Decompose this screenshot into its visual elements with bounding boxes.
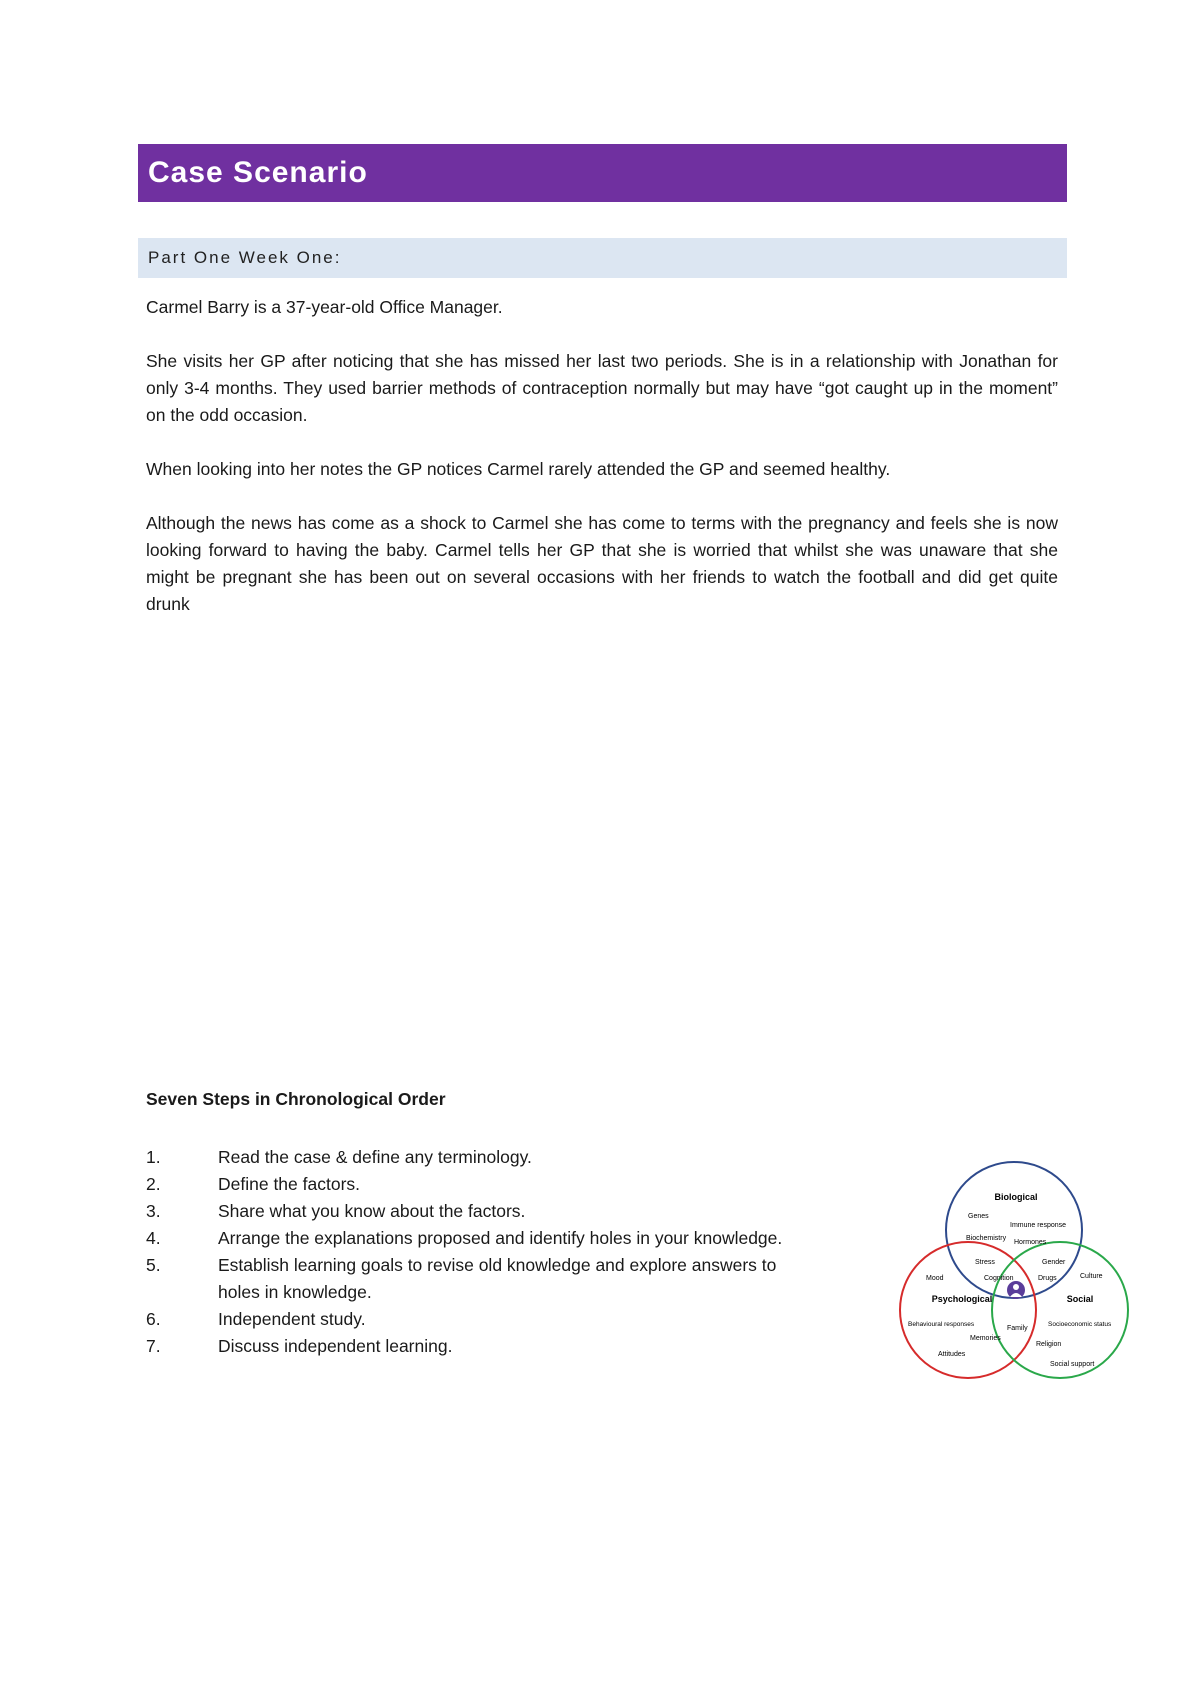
step-number: 1.	[146, 1147, 161, 1167]
step-text: Arrange the explanations proposed and identify holes in your knowledge.	[218, 1228, 783, 1248]
step-number: 4.	[146, 1228, 161, 1248]
psychological-label: Psychological	[931, 1294, 993, 1304]
person-icon	[1007, 1281, 1025, 1299]
person-icon-head	[1013, 1284, 1019, 1290]
case-scenario-title: Case Scenario	[138, 144, 1067, 202]
step-number: 2.	[146, 1174, 161, 1194]
paragraph-intro: Carmel Barry is a 37-year-old Office Manager.	[146, 297, 503, 317]
step-number: 7.	[146, 1336, 161, 1356]
psychological-circle	[900, 1242, 1036, 1378]
biological-circle	[946, 1162, 1082, 1298]
list-item	[146, 1333, 806, 1360]
behavioural-responses-label: Behavioural responses	[908, 1321, 975, 1328]
step-number: 6.	[146, 1309, 161, 1329]
biochemistry-label: Biochemistry	[966, 1235, 1007, 1242]
hormones-label: Hormones	[1014, 1239, 1047, 1246]
gender-label: Gender	[1042, 1259, 1066, 1266]
biological-label: Biological	[994, 1192, 1038, 1202]
step-text: Define the factors.	[218, 1174, 361, 1194]
social-label: Social	[1066, 1294, 1094, 1304]
religion-label: Religion	[1036, 1341, 1062, 1348]
socioeconomic-status-label: Socioeconomic status	[1048, 1321, 1112, 1328]
social-support-label: Social support	[1050, 1361, 1095, 1368]
part-one-week-one-heading: Part One Week One:	[138, 238, 1067, 278]
list-item	[146, 1171, 806, 1198]
steps-heading: Seven Steps in Chronological Order	[146, 1089, 446, 1109]
list-item	[146, 1306, 806, 1333]
list-item	[146, 1144, 806, 1171]
drugs-label: Drugs	[1038, 1275, 1057, 1282]
biopsychosocial-venn-diagram	[890, 1160, 1140, 1400]
culture-label: Culture	[1080, 1273, 1103, 1280]
paragraph-news: Although the news has come as a shock to Carmel she has come to terms with the pregnancy and feels she is now looking forward to having the baby. Carmel tells her GP that she is worried that whilst she was unaware that she might be pregnant she has been out on several occasions with her friends to watch the football and did get quite drunk	[146, 513, 1058, 614]
list-item	[146, 1252, 806, 1306]
family-label: Family	[1007, 1325, 1028, 1332]
step-text: Share what you know about the factors.	[218, 1201, 526, 1221]
step-number: 3.	[146, 1201, 161, 1221]
list-item	[146, 1198, 806, 1225]
paragraph-gp-visit: She visits her GP after noticing that she has missed her last two periods. She is in a relationship with Jonathan for only 3-4 months. They used barrier methods of contraception normally but may have “got caught up in the moment” on the odd occasion.	[146, 351, 1058, 425]
genes-label: Genes	[968, 1213, 989, 1220]
stress-label: Stress	[975, 1259, 995, 1266]
step-text: Independent study.	[218, 1309, 366, 1329]
paragraph-notes: When looking into her notes the GP notices Carmel rarely attended the GP and seemed healthy.	[146, 459, 891, 479]
step-text: Discuss independent learning.	[218, 1336, 453, 1356]
attitudes-label: Attitudes	[938, 1351, 966, 1358]
memories-label: Memories	[970, 1335, 1001, 1342]
list-item	[146, 1225, 806, 1252]
cognition-label: Cognition	[984, 1275, 1014, 1282]
immune-response-label: Immune response	[1010, 1222, 1067, 1229]
step-number: 5.	[146, 1255, 161, 1275]
mood-label: Mood	[926, 1275, 944, 1282]
steps-list	[146, 1144, 806, 1360]
step-text: Read the case & define any terminology.	[218, 1147, 532, 1167]
step-text: Establish learning goals to revise old knowledge and explore answers to holes in knowledge.	[218, 1255, 777, 1302]
